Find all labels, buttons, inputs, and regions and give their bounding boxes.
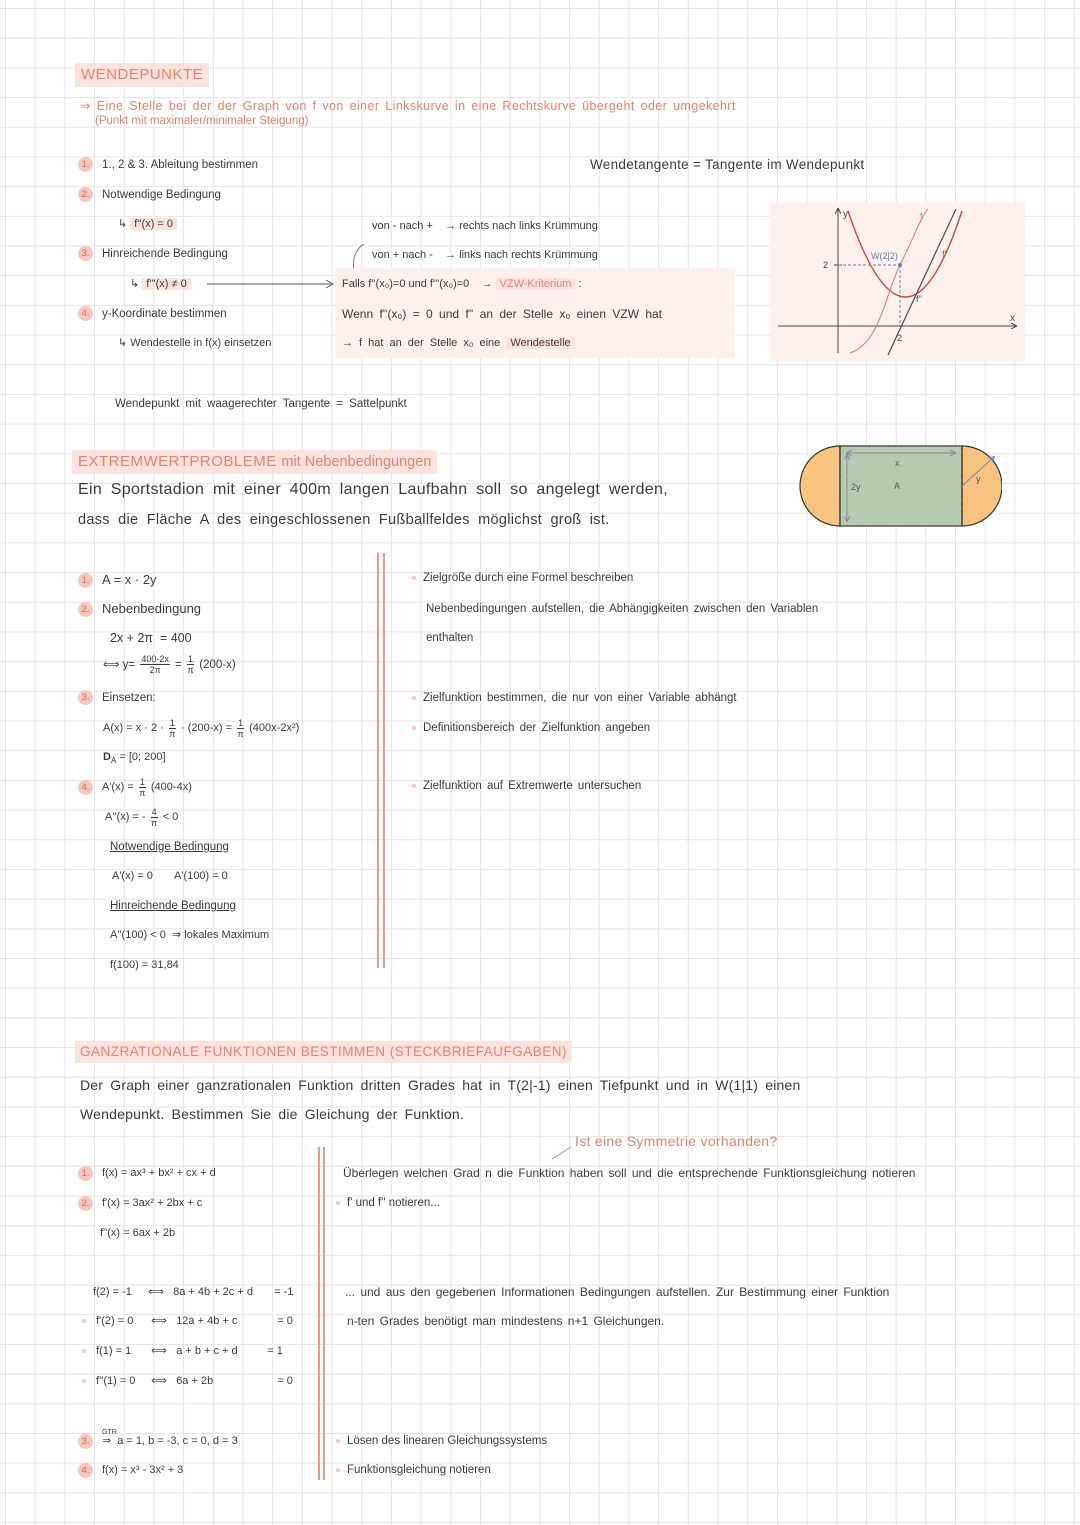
condition-lhs: f(1) = 1 <box>96 1345 132 1357</box>
x-tick-label: 2 <box>897 333 903 343</box>
extremwert-note-2: Nebenbedingungen aufstellen, die Abhängigkeiten zwischen den Variablen <box>426 603 819 615</box>
extremwert-title <box>72 450 437 474</box>
vzw-conclusion <box>342 335 575 351</box>
first-derivative-suffix: (400-4x) <box>150 781 192 793</box>
sufficient-condition-result: A''(100) < 0 ⇒ lokales Maximum <box>110 929 270 941</box>
radius-label: y <box>976 474 981 484</box>
steckbrief-note-6: Funktionsgleichung notieren <box>336 1462 491 1478</box>
fraction-denominator: π <box>151 817 158 828</box>
step-number: 4. <box>78 306 93 321</box>
step-number: 2. <box>78 602 93 617</box>
wendepunkt-definition-note: (Punkt mit maximaler/minimaler Steigung) <box>95 115 309 127</box>
fraction <box>151 807 158 828</box>
target-function-prefix: A(x) = x · 2 · <box>103 722 164 734</box>
fraction-numerator: 1 <box>139 776 145 787</box>
track-right-curve <box>962 446 1002 526</box>
target-function-suffix: (400x-2x²) <box>249 722 300 734</box>
wendepunkt-graph <box>770 203 1025 361</box>
arrow-icon: → <box>481 278 493 290</box>
vzw-condition <box>342 276 582 292</box>
wendepunkt-step-4 <box>78 306 227 322</box>
x-axis-label: x <box>1010 313 1015 324</box>
fraction-denominator: 2π <box>149 665 161 676</box>
sattelpunkt-note: Wendepunkt mit waagerechter Tangente = Sattelpunkt <box>115 398 407 410</box>
extremwert-note-1: Zielgröße durch eine Formel beschreiben <box>412 570 633 586</box>
target-function-middle: · (200-x) = <box>180 722 232 734</box>
steckbrief-step-2 <box>78 1195 202 1211</box>
gtr-label: GTR <box>102 1429 117 1436</box>
necessary-condition-formula: f''(x) = 0 <box>130 218 177 230</box>
fraction-denominator: π <box>237 728 244 739</box>
steckbrief-step-1 <box>78 1165 216 1181</box>
symmetry-pointer-stroke <box>552 1147 571 1159</box>
fraction <box>140 654 170 675</box>
condition-row-3 <box>82 1343 283 1359</box>
step-number: 3. <box>78 690 93 705</box>
wendepunkt-step-1 <box>78 157 258 173</box>
fraction <box>237 718 244 739</box>
steckbrief-task-line-2: Wendepunkt. Bestimmen Sie die Gleichung der Funktion. <box>80 1106 464 1122</box>
wendepunkt-step-3 <box>78 246 228 262</box>
condition-rhs: a + b + c + d <box>176 1345 238 1357</box>
gtr-arrow <box>102 1429 117 1449</box>
fraction-denominator: π <box>169 728 176 739</box>
y-solved-equation <box>103 654 236 676</box>
step-number: 4. <box>78 1463 93 1478</box>
step-text: y-Koordinate bestimmen <box>102 308 227 320</box>
equivalence-icon: ⟺ <box>151 1315 167 1327</box>
target-function <box>103 717 299 739</box>
necessary-condition <box>118 216 177 232</box>
domain <box>103 749 166 769</box>
condition-result: = 0 <box>277 1315 293 1327</box>
wendepunkt-label: W(2|2) <box>871 251 898 261</box>
wendepunkte-title: WENDEPUNKTE <box>75 63 209 87</box>
step-text: Notwendige Bedingung <box>102 189 221 201</box>
track-left-curve <box>800 446 840 526</box>
condition-rhs: 12a + 4b + c <box>176 1315 238 1327</box>
step-number: 2. <box>78 1196 93 1211</box>
extremwert-step-2 <box>78 601 201 617</box>
length-label: x <box>895 458 900 468</box>
steckbrief-second-derivative: f''(x) = 6ax + 2b <box>100 1227 176 1239</box>
curvature-result: → links nach rechts Krümmung <box>445 249 598 261</box>
fraction <box>187 654 194 675</box>
condition-result: = -1 <box>274 1286 294 1298</box>
extremwert-task-line-1: Ein Sportstadion mit einer 400m langen Laufbahn soll so angelegt werden, <box>78 481 668 498</box>
y-solve-prefix: ⟺ y= <box>103 659 136 671</box>
step-text: Hinreichende Bedingung <box>102 248 228 260</box>
necessary-condition-general: A'(x) = 0 <box>112 870 153 882</box>
fraction-numerator: 1 <box>238 717 244 728</box>
step-text: Nebenbedingung <box>102 601 202 616</box>
domain-subscript: A <box>110 756 117 766</box>
curvature-result: → rechts nach links Krümmung <box>445 220 598 232</box>
extremwert-note-2-continued: enthalten <box>426 632 474 644</box>
symmetry-pointer-icon <box>550 1143 574 1161</box>
curvature-rule-1 <box>372 218 598 234</box>
sufficient-condition <box>130 276 191 292</box>
condition-result: = 0 <box>277 1375 293 1387</box>
condition-rhs: 6a + 2b <box>176 1375 214 1387</box>
second-derivative-prefix: A''(x) = - <box>105 811 146 823</box>
necessary-condition-heading: Notwendige Bedingung <box>110 841 229 853</box>
step-number: 3. <box>78 1434 93 1449</box>
step-number: 1. <box>78 1166 93 1181</box>
steckbrief-title: GANZRATIONALE FUNKTIONEN BESTIMMEN (STECKBRIEFAUFGABEN) <box>75 1041 572 1063</box>
long-arrow-icon <box>207 279 337 289</box>
first-derivative-prefix: A'(x) = <box>102 781 134 793</box>
wendepunkt-marker <box>898 263 902 267</box>
fraction-numerator: 1 <box>188 654 194 665</box>
vzw-criterion: VZW-Kriterium <box>496 278 576 290</box>
step-text: A = x · 2y <box>102 572 157 587</box>
sub-arrow-icon: ↳ <box>118 337 128 349</box>
necessary-condition-values <box>112 868 228 884</box>
steckbrief-note-2: f' und f'' notieren... <box>336 1195 440 1211</box>
y-axis-label: y <box>843 209 848 220</box>
condition-rhs: 8a + 4b + 2c + d <box>173 1286 253 1298</box>
f-curve-label: f <box>920 211 923 221</box>
step-number: 2. <box>78 187 93 202</box>
curvature-sign: von + nach - <box>372 249 433 261</box>
stadium-diagram <box>790 443 1002 529</box>
steckbrief-separator-left <box>318 1147 320 1480</box>
fraction <box>139 777 146 798</box>
sub-arrow-icon: ↳ <box>118 218 128 230</box>
steckbrief-note-4: n-ten Grades benötigt man mindestens n+1 Gleichungen. <box>347 1314 665 1328</box>
fraction-denominator: π <box>187 665 194 676</box>
extremwert-note-5: Zielfunktion auf Extremwerte untersuchen <box>412 778 641 794</box>
first-derivative: f'(x) = 3ax² + 2bx + c <box>102 1197 203 1209</box>
extremwert-step-1 <box>78 572 157 588</box>
wendetangente-note: Wendetangente = Tangente im Wendepunkt <box>590 157 865 172</box>
step-number: 1. <box>78 157 93 172</box>
necessary-condition-solution: A'(100) = 0 <box>173 870 228 882</box>
extremwert-task-line-2: dass die Fläche A des eingeschlossenen Fußballfeldes möglichst groß ist. <box>78 512 610 528</box>
fraction-numerator: 4 <box>151 806 157 817</box>
wendepunkt-step-2 <box>78 187 221 203</box>
final-function: f(x) = x³ - 3x² + 3 <box>102 1464 184 1476</box>
f-prime-curve-label: f' <box>942 249 947 259</box>
condition-row-1 <box>93 1284 293 1300</box>
second-derivative-suffix: < 0 <box>162 811 179 823</box>
condition-result: = 1 <box>267 1345 283 1357</box>
step-text: 1., 2 & 3. Ableitung bestimmen <box>102 159 258 171</box>
width-label: 2y <box>851 482 861 492</box>
area-label: A <box>894 481 901 491</box>
y-coordinate-hint <box>118 335 271 351</box>
vzw-condition-text: Falls f''(x₀)=0 und f'''(x₀)=0 <box>342 278 470 290</box>
sufficient-condition-formula: f'''(x) ≠ 0 <box>142 278 190 290</box>
extremwert-step-3 <box>78 690 156 706</box>
symmetry-note: Ist eine Symmetrie vorhanden? <box>575 1133 778 1149</box>
steckbrief-step-4 <box>78 1462 183 1478</box>
condition-row-2 <box>82 1313 293 1329</box>
y-tick-label: 2 <box>823 260 829 270</box>
second-derivative <box>105 806 178 828</box>
extremwert-note-3: Zielfunktion bestimmen, die nur von einer Variable abhängt <box>412 690 737 706</box>
general-function: f(x) = ax³ + bx² + cx + d <box>102 1167 216 1179</box>
wendepunkt-definition: ⇒ Eine Stelle bei der der Graph von f von einer Linkskurve in eine Rechtskurve übergeht oder umgekehrt <box>80 99 736 113</box>
f-double-prime-label: f'' <box>916 294 922 304</box>
curvature-sign: von - nach + <box>372 220 433 232</box>
domain-value: = [0; 200] <box>119 751 166 763</box>
extremwert-step-4 <box>78 776 192 798</box>
fraction-numerator: 400-2x <box>141 654 169 665</box>
equivalence-icon: ⟺ <box>151 1375 167 1387</box>
step-number: 1. <box>78 573 93 588</box>
y-coordinate-hint-text: Wendestelle in f(x) einsetzen <box>130 337 272 349</box>
extremwert-note-4: Definitionsbereich der Zielfunktion angeben <box>412 720 650 736</box>
steckbrief-note-3: ... und aus den gegebenen Informationen Bedingungen aufstellen. Zur Bestimmung einer Funktion <box>345 1285 890 1299</box>
step-number: 4. <box>78 780 93 795</box>
step-text: Einsetzen: <box>102 692 156 704</box>
vzw-conclusion-text: → f hat an der Stelle x₀ eine <box>342 337 501 349</box>
coefficients: a = 1, b = -3, c = 0, d = 3 <box>117 1435 238 1447</box>
fraction <box>169 718 176 739</box>
domain-symbol: D <box>103 751 111 763</box>
equivalence-icon: ⟺ <box>148 1286 164 1298</box>
y-solve-suffix: (200-x) <box>199 659 236 671</box>
steckbrief-note-5: Lösen des linearen Gleichungssystems <box>336 1433 547 1449</box>
vzw-rule: Wenn f''(x₀) = 0 und f'' an der Stelle x₀ einen VZW hat <box>342 307 663 321</box>
steckbrief-note-1: Überlegen welchen Grad n die Funktion haben soll und die entsprechende Funktionsgleichung notieren <box>343 1166 916 1180</box>
extremwert-title-caps: EXTREMWERTPROBLEME <box>78 453 277 470</box>
maximum-value: f(100) = 31,84 <box>110 959 179 971</box>
extremwert-separator-left <box>377 553 379 968</box>
fraction-denominator: π <box>139 787 146 798</box>
vzw-colon: : <box>578 278 582 290</box>
constraint-equation: 2x + 2π = 400 <box>110 631 192 645</box>
equals-sign: = <box>175 659 182 671</box>
steckbrief-task-line-1: Der Graph einer ganzrationalen Funktion dritten Grades hat in T(2|-1) einen Tiefpunkt und in W(1|1) einen <box>80 1077 801 1093</box>
equivalence-icon: ⟺ <box>151 1345 167 1357</box>
condition-lhs: f(2) = -1 <box>93 1286 132 1298</box>
steckbrief-step-3 <box>78 1429 238 1449</box>
steckbrief-separator-right <box>323 1147 325 1480</box>
implies-icon: ⇒ <box>102 1435 112 1447</box>
condition-row-4 <box>82 1373 293 1389</box>
vzw-conclusion-term: Wendestelle <box>506 337 574 349</box>
extremwert-separator-right <box>383 553 385 968</box>
curvature-rule-2 <box>372 247 598 263</box>
condition-lhs: f'(2) = 0 <box>96 1315 134 1327</box>
sub-arrow-icon: ↳ <box>130 278 140 290</box>
fraction-numerator: 1 <box>169 717 175 728</box>
sufficient-condition-heading: Hinreichende Bedingung <box>110 900 236 912</box>
extremwert-title-rest: mit Nebenbedingungen <box>281 454 432 470</box>
step-number: 3. <box>78 246 93 261</box>
condition-lhs: f''(1) = 0 <box>96 1375 136 1387</box>
